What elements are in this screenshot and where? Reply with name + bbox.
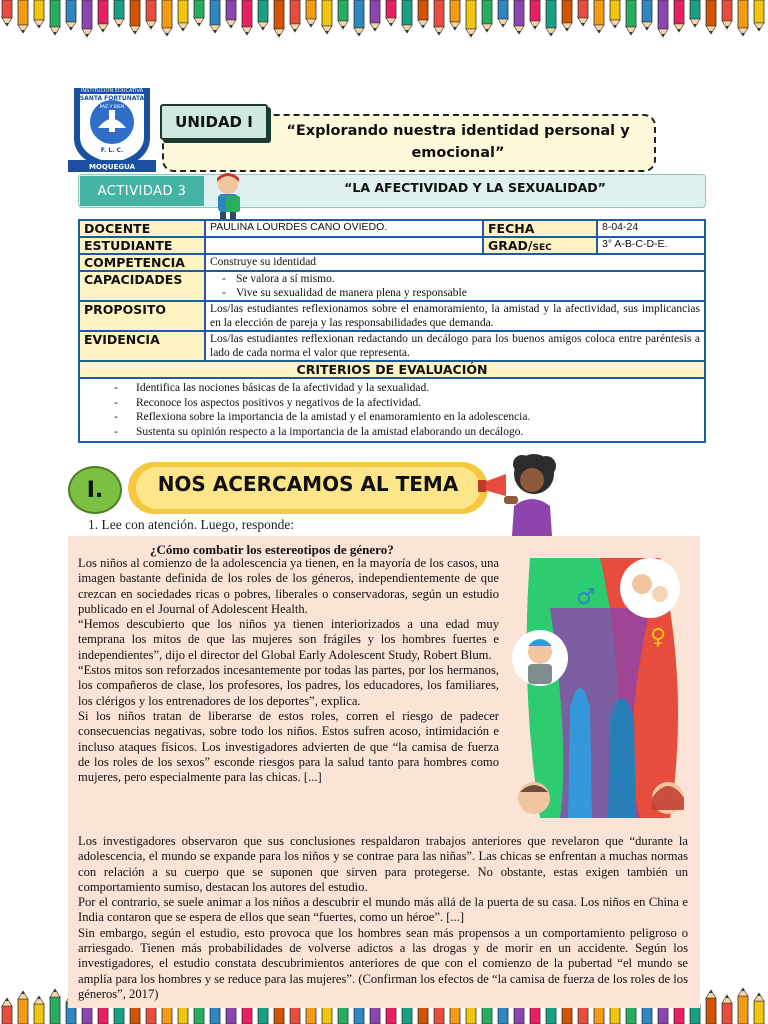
evidencia-value: Los/las estudiantes reflexionan redactando un decálogo para los buenos amigos coloca entre paréntesis a lado de cada norma el valor que representa. (205, 331, 705, 361)
pencil-icon (32, 984, 46, 1024)
fecha-value: 8-04-24 (597, 220, 705, 237)
school-logo (68, 82, 156, 172)
pencil-icon (416, 0, 430, 40)
grado-label-sec: SEC (532, 243, 552, 253)
activity-info-table (78, 219, 706, 443)
pencil-icon (720, 984, 734, 1024)
docente-label: DOCENTE (79, 220, 205, 237)
list-item: - Se valora a sí mismo. (222, 272, 700, 286)
table-row (79, 378, 705, 442)
capacidades-label: CAPACIDADES (79, 271, 205, 301)
pencil-icon (624, 0, 638, 40)
section-number-badge: I. (68, 466, 122, 514)
pencil-icon (144, 0, 158, 40)
list-item: - Sustenta su opinión respecto a la importancia de la amistad elaborando un decálogo. (114, 425, 700, 440)
competencia-value: Construye su identidad (205, 254, 705, 271)
reading-title: ¿Cómo combatir los estereotipos de género? (150, 542, 394, 557)
reading-paragraph: Los investigadores observaron que sus conclusiones respaldaron trabajos anteriores que revelaron que “durante la adolescencia, el mundo se expande para los niños y se contrae para las niñas”. Las chicas se enfrentan a muchas normas con relación a su cuerpo que se suponen que sirven para protegerse. No obstante, estas exigen también un comportamiento sumiso, destacan los autores del estudio. (78, 834, 688, 894)
pencil-icon (368, 0, 382, 40)
reading-paragraph: “Estos mitos son reforzados incesantemente por todas las partes, por los hermanos, los compañeros de clase, los profesores, los padres, los educadores, los familiares, los clérigos y los entrenadores de los deportes”, explica. (78, 663, 499, 708)
actividad-label: ACTIVIDAD 3 (80, 176, 204, 206)
pencil-icon (400, 0, 414, 40)
pencil-icon (752, 0, 766, 40)
pencil-icon (752, 984, 766, 1024)
pencil-icon (384, 0, 398, 40)
svg-text:♂: ♂ (576, 585, 596, 610)
list-item: - Reflexiona sobre la importancia de la amistad y el enamoramiento en la adolescencia. (114, 410, 700, 425)
pencil-icon (160, 0, 174, 40)
pencil-icon (560, 0, 574, 40)
pencil-icon (432, 0, 446, 40)
grado-value: 3° A-B-C-D-E. (597, 237, 705, 254)
logo-name: SANTA FORTUNATA (79, 95, 145, 102)
reading-paragraph: “Hemos descubierto que los niños ya tienen interiorizados a una edad muy temprana los mitos de que las mujeres son frágiles y los hombres fuertes e independientes”, dijo el director del Global Early Adolescent Study, Robert Blum. (78, 617, 499, 662)
pencil-icon (528, 0, 542, 40)
table-row (79, 220, 705, 237)
grado-label-main: GRAD/ (488, 238, 533, 253)
table-row (79, 237, 705, 254)
pencil-icon (96, 0, 110, 40)
pencil-icon (496, 0, 510, 40)
unidad-label: UNIDAD I (160, 104, 268, 140)
estudiante-field[interactable] (205, 237, 483, 254)
pencil-icon (48, 984, 62, 1024)
pencil-icon (48, 0, 62, 40)
pencil-icon (352, 0, 366, 40)
pencil-icon (224, 0, 238, 40)
pencil-icon (736, 0, 750, 40)
logo-motto: PAZ Y BIEN (99, 105, 125, 110)
evidencia-label: EVIDENCIA (79, 331, 205, 361)
pencil-icon (0, 0, 14, 40)
reading-column-text (78, 556, 499, 785)
pencil-icon (240, 0, 254, 40)
reading-full-text (78, 834, 688, 1002)
table-row (79, 301, 705, 331)
docente-value: PAULINA LOURDES CANO OVIEDO. (205, 220, 483, 237)
table-row (79, 271, 705, 301)
pencil-icon (16, 0, 30, 40)
pencil-icon (640, 0, 654, 40)
pencil-icon (208, 0, 222, 40)
pencil-icon (592, 0, 606, 40)
pencil-icon (576, 0, 590, 40)
pencil-icon (320, 0, 334, 40)
pencil-icon (64, 0, 78, 40)
svg-text:♀: ♀ (650, 625, 667, 650)
pencil-icon (656, 0, 670, 40)
estudiante-label: ESTUDIANTE (79, 237, 205, 254)
actividad-title: “LA AFECTIVIDAD Y LA SEXUALIDAD” (344, 180, 606, 195)
reading-paragraph: Si los niños tratan de liberarse de estos roles, corren el riesgo de padecer consecuencias negativas, sobre todo los niños. Estos sufren acoso, intimidación e incluso ataques físicos. Los investigadores advierten de que “la camisa de fuerza de los roles de los sexos” esconde riesgos para la salud tanto para hombres como mujeres, pero especialmente para las chicas. [...] (78, 708, 499, 785)
logo-institution: INSTITUCIÓN EDUCATIVA (80, 88, 144, 94)
reading-instruction: 1. Lee con atención. Luego, responde: (88, 517, 295, 532)
list-item: - Reconoce los aspectos positivos y negativos de la afectividad. (114, 396, 700, 411)
pencil-icon (256, 0, 270, 40)
pencil-icon (704, 984, 718, 1024)
table-row (79, 254, 705, 271)
pencil-icon (544, 0, 558, 40)
list-item: - Vive su sexualidad de manera plena y responsable (222, 286, 700, 300)
pencil-icon (736, 984, 750, 1024)
pencil-icon (704, 0, 718, 40)
megaphone-girl-illustration (476, 452, 572, 536)
capacidades-cell (205, 271, 705, 301)
reading-paragraph: Por el contrario, se suele animar a los niños a descubrir el mundo más allá de la puerta de su casa. Los niños en China e India contaron que se espera de ellos que sean “fuertes, como un héroe”. [...] (78, 895, 688, 925)
pencil-icon (272, 0, 286, 40)
criterios-list (84, 379, 700, 441)
criterios-heading: CRITERIOS DE EVALUACIÓN (79, 361, 705, 378)
pencil-icon (480, 0, 494, 40)
logo-initials: F. L. C. (100, 147, 124, 154)
pencil-icon (720, 0, 734, 40)
table-row (79, 331, 705, 361)
pencil-icon (688, 0, 702, 40)
pencil-icon (128, 0, 142, 40)
pencil-icon (0, 984, 14, 1024)
reading-paragraph: Sin embargo, según el estudio, esto provoca que los hombres sean más propensos a un comportamiento peligroso o arriesgado. Tienen más probabilidades de volverse adictos a las drogas y de morir en un accidente. Según los investigadores, el estudio constata descubrimientos anteriores de que con el comienzo de la pubertad “el mundo se amplía para los hombres y se reduce para las mujeres”. (Confirman los efectos de “la camisa de fuerza de los roles de los géneros”, 2017) (78, 925, 688, 1001)
pencil-icon (32, 0, 46, 40)
pencil-icon (464, 0, 478, 40)
reading-paragraph: Los niños al comienzo de la adolescencia ya tienen, en la mayoría de los casos, una imagen bastante definida de los roles de los géneros, independientemente de que crezcan en sociedades ricas o pobres, liberales o conservadoras, según un estudio publicado en el Journal of Adolescent Health. (78, 556, 499, 616)
pencil-icon (112, 0, 126, 40)
pencil-icon (80, 0, 94, 40)
pencil-icon (448, 0, 462, 40)
pencil-border-top (0, 0, 768, 40)
grado-label (483, 237, 597, 254)
unidad-title: “Explorando nuestra identidad personal y emocional” (286, 123, 630, 161)
capacidades-list (210, 272, 700, 300)
pencil-icon (288, 0, 302, 40)
logo-city: MOQUEGUA (89, 163, 135, 171)
pencil-icon (336, 0, 350, 40)
student-boy-illustration (206, 170, 250, 220)
pencil-icon (304, 0, 318, 40)
pencil-icon (672, 0, 686, 40)
fecha-label: FECHA (483, 220, 597, 237)
pencil-icon (192, 0, 206, 40)
pencil-icon (176, 0, 190, 40)
table-row (79, 361, 705, 378)
proposito-label: PROPOSITO (79, 301, 205, 331)
pencil-icon (16, 984, 30, 1024)
pencil-icon (608, 0, 622, 40)
list-item: - Identifica las nociones básicas de la afectividad y la sexualidad. (114, 381, 700, 396)
proposito-value: Los/las estudiantes reflexionamos sobre el enamoramiento, la amistad y la afectividad, sus implicancias en la elección de pareja y las responsabilidades que demanda. (205, 301, 705, 331)
criterios-cell (79, 378, 705, 442)
gender-roles-illustration (510, 548, 696, 828)
pencil-icon (512, 0, 526, 40)
competencia-label: COMPETENCIA (79, 254, 205, 271)
section-title: NOS ACERCAMOS AL TEMA (157, 472, 459, 496)
